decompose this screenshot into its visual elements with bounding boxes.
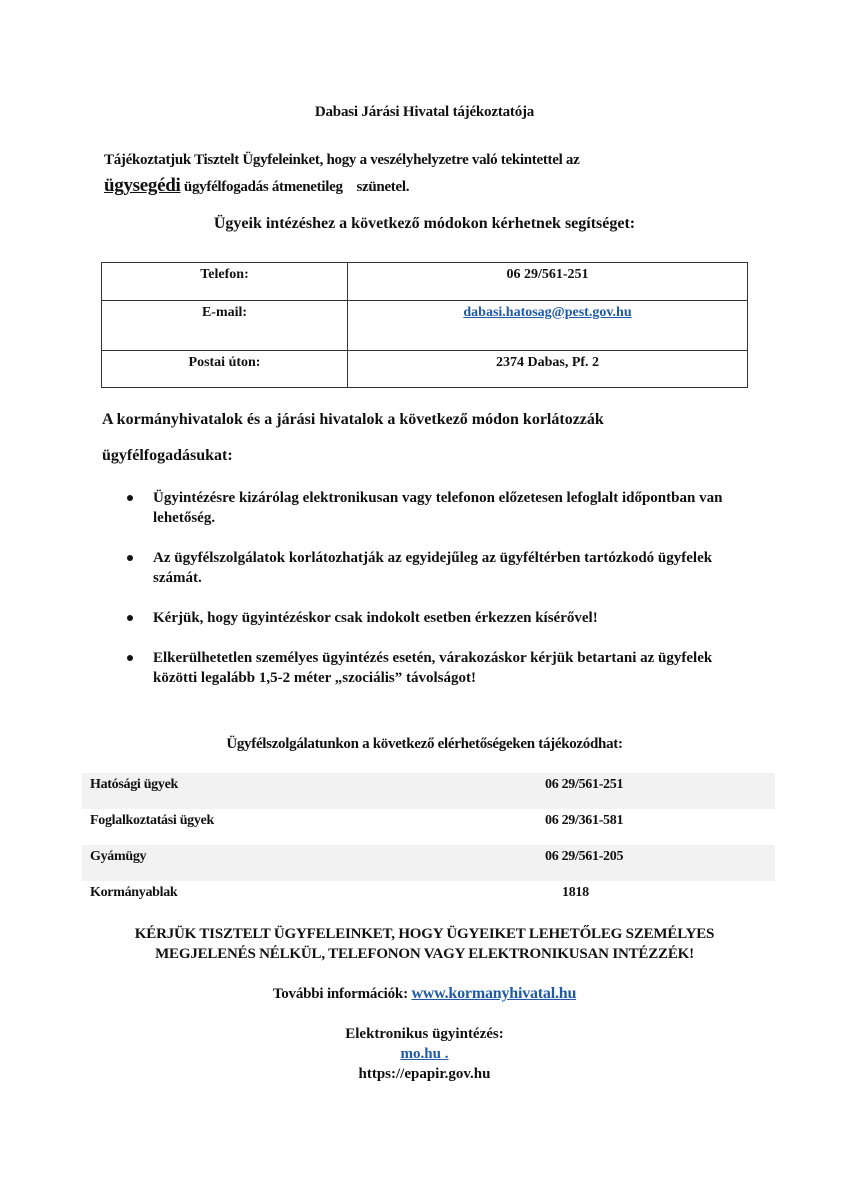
limits-heading-line-2: ügyfélfogadásukat: (102, 447, 233, 464)
contact-row-phone (102, 263, 748, 301)
electronic-admin (0, 1024, 849, 1084)
service-label: Kormányablak (90, 885, 178, 900)
contact-label: Postai úton: (102, 351, 348, 388)
service-row (82, 773, 775, 809)
list-item-text: Kérjük, hogy ügyintézéskor csak indokolt esetben érkezzen kísérővel! (153, 610, 598, 626)
contact-value (348, 301, 748, 351)
kormanyhivatal-link[interactable]: www.kormanyhivatal.hu (411, 985, 577, 1002)
service-value: 1818 (562, 885, 589, 900)
contact-value: 06 29/561-251 (348, 263, 748, 301)
service-label: Gyámügy (90, 849, 147, 864)
ways-heading: Ügyeik intézéshez a következő módokon kérhetnek segítséget: (213, 215, 636, 232)
list-item-text: Ügyintézésre kizárólag elektronikusan vagy telefonon előzetesen lefoglalt időpontban van lehetőség. (153, 490, 723, 526)
intro-line-2-rest: ügyfélfogadás átmenetileg szünetel. (180, 179, 410, 195)
intro-highlight: ügysegédi (104, 175, 181, 196)
contact-label: E-mail: (102, 301, 348, 351)
service-value: 06 29/361-581 (545, 813, 624, 828)
list-item-text: Elkerülhetetlen személyes ügyintézés esetén, várakozáskor kérjük betartani az ügyfelek közötti legalább 1,5-2 méter „szociális” távolságot! (153, 650, 713, 686)
contact-row-email (102, 301, 748, 351)
epapir-url: https://epapir.gov.hu (358, 1066, 491, 1082)
service-value: 06 29/561-251 (545, 777, 624, 792)
limits-heading-line-1: A kormányhivatalok és a járási hivatalok a következő módon korlátozzák (102, 411, 604, 428)
contact-label: Telefon: (102, 263, 348, 301)
service-value: 06 29/561-205 (545, 849, 624, 864)
bullet-icon (127, 655, 133, 661)
restrictions-list (120, 488, 760, 708)
service-row (82, 809, 775, 845)
mo-hu-link[interactable]: mo.hu . (400, 1046, 449, 1062)
call-to-action (0, 924, 849, 964)
more-info (0, 985, 849, 1003)
bullet-icon (127, 615, 133, 621)
intro-line-2 (104, 173, 579, 200)
list-item (120, 548, 760, 588)
cta-line-2: MEGJELENÉS NÉLKÜL, TELEFONON VAGY ELEKTRONIKUSAN INTÉZZÉK! (155, 946, 694, 962)
list-item (120, 608, 760, 628)
email-link[interactable]: dabasi.hatosag@pest.gov.hu (463, 305, 632, 320)
electronic-admin-label: Elektronikus ügyintézés: (345, 1026, 504, 1042)
list-item (120, 648, 760, 688)
service-label: Hatósági ügyek (90, 777, 178, 792)
more-info-label: További információk: (272, 986, 408, 1002)
intro-line-1: Tájékoztatjuk Tisztelt Ügyfeleinket, hogy a veszélyhelyzetre való tekintettel az (104, 152, 580, 168)
service-row (82, 881, 775, 917)
services-heading: Ügyfélszolgálatunkon a következő elérhetőségeken tájékozódhat: (226, 736, 623, 752)
contact-value: 2374 Dabas, Pf. 2 (348, 351, 748, 388)
cta-line-1: KÉRJÜK TISZTELT ÜGYFELEINKET, HOGY ÜGYEIKET LEHETŐLEG SZEMÉLYES (134, 926, 715, 942)
contact-table (101, 262, 748, 388)
intro-paragraph (104, 147, 579, 200)
list-item-text: Az ügyfélszolgálatok korlátozhatják az egyidejűleg az ügyféltérben tartózkodó ügyfelek számát. (153, 550, 713, 586)
bullet-icon (127, 495, 133, 501)
list-item (120, 488, 760, 528)
service-row (82, 845, 775, 881)
contact-row-post (102, 351, 748, 388)
page-title: Dabasi Járási Hivatal tájékoztatója (314, 104, 535, 120)
bullet-icon (127, 555, 133, 561)
service-label: Foglalkoztatási ügyek (90, 813, 214, 828)
